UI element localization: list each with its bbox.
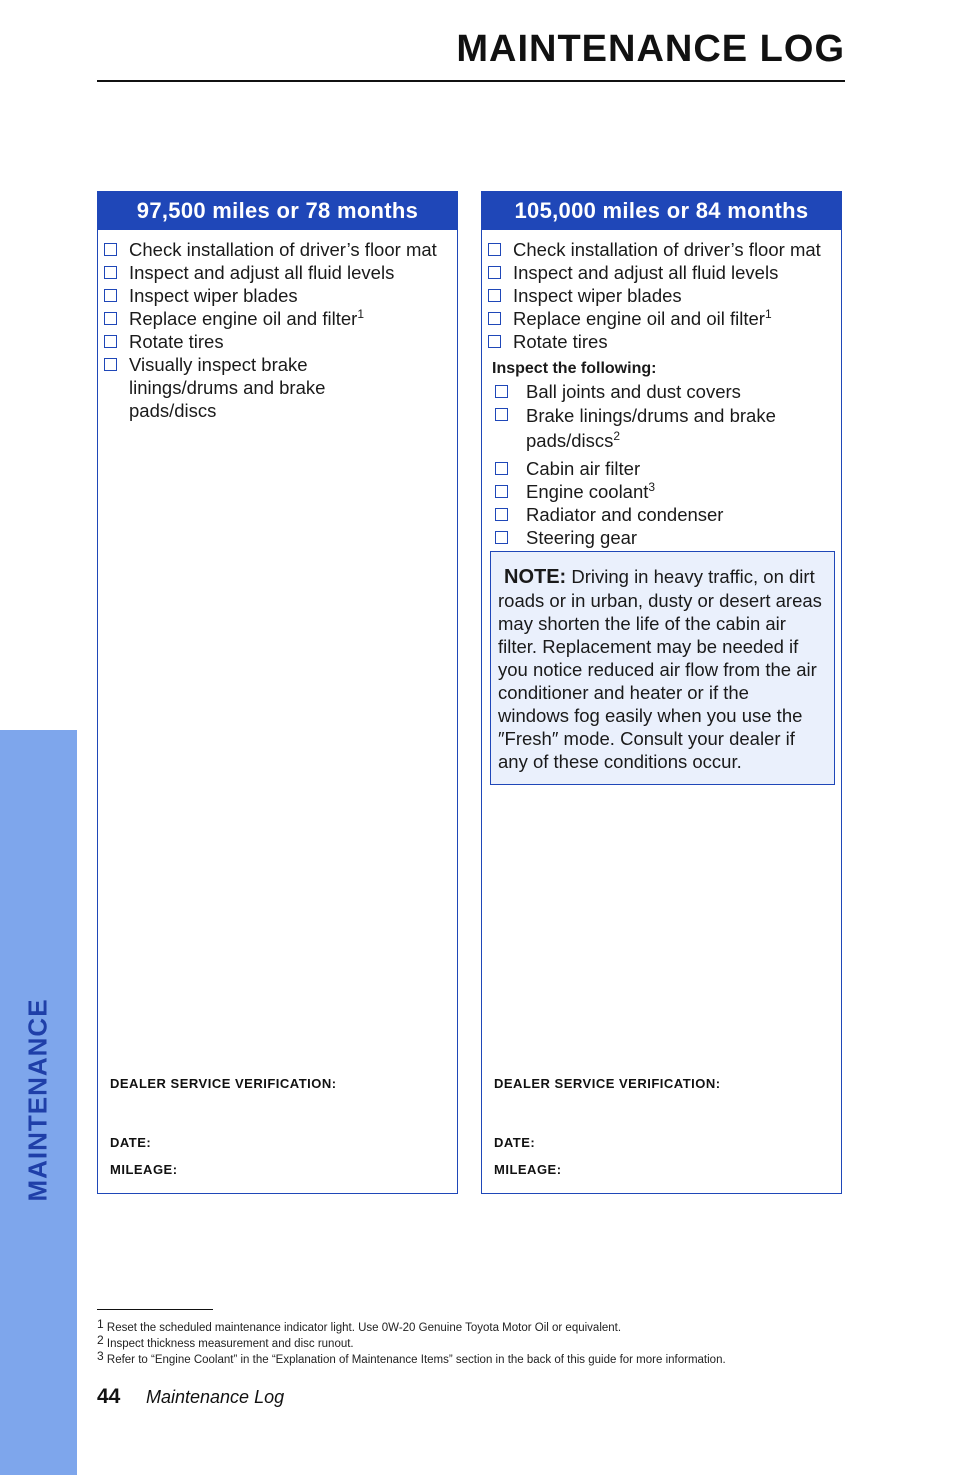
checklist-item <box>482 380 841 403</box>
checklist-item <box>98 307 457 330</box>
note-box <box>490 551 835 785</box>
checklist-item <box>98 330 457 353</box>
checkbox-icon[interactable] <box>488 289 501 302</box>
checkbox-icon[interactable] <box>104 335 117 348</box>
checkbox-icon[interactable] <box>104 358 117 371</box>
checkbox-icon[interactable] <box>104 312 117 325</box>
inspect-checklist <box>482 380 841 549</box>
checkbox-icon[interactable] <box>488 266 501 279</box>
checkbox-icon[interactable] <box>495 531 508 544</box>
footnote <box>97 1333 726 1352</box>
footnote-ref: 1 <box>764 307 772 321</box>
footnote-ref: 2 <box>613 429 621 443</box>
checklist-item <box>98 238 457 261</box>
page-number: 44 <box>97 1385 121 1408</box>
checkbox-icon[interactable] <box>488 335 501 348</box>
footnote <box>97 1317 726 1336</box>
checklist <box>482 238 841 353</box>
checkbox-icon[interactable] <box>495 508 508 521</box>
checklist-item <box>482 503 841 526</box>
checklist-item <box>482 403 786 453</box>
checkbox-icon[interactable] <box>104 289 117 302</box>
checkbox-icon[interactable] <box>495 408 508 421</box>
page-title: MAINTENANCE LOG <box>456 28 845 70</box>
section-side-label: MAINTENANCE <box>22 998 53 1202</box>
checklist-item-label: Check installation of driver’s floor mat <box>513 239 821 260</box>
footnote-divider <box>97 1309 213 1310</box>
footnote-number: 2 <box>97 1333 104 1347</box>
footer-title: Maintenance Log <box>146 1387 285 1407</box>
footnote-ref: 1 <box>357 307 365 321</box>
checklist-item-label: Replace engine oil and oil filter <box>513 308 765 329</box>
checklist-item-label: Rotate tires <box>129 331 224 352</box>
date-label: DATE: <box>494 1135 536 1150</box>
checklist-item-label: Inspect and adjust all fluid levels <box>513 262 779 283</box>
checkbox-icon[interactable] <box>104 243 117 256</box>
checklist-item-label: Visually inspect brake linings/drums and brake pads/discs <box>129 354 326 421</box>
inspect-subheading: Inspect the following: <box>492 360 657 377</box>
checklist-item <box>98 284 457 307</box>
checklist-item <box>98 261 457 284</box>
interval-heading: 105,000 miles or 84 months <box>482 192 841 230</box>
mileage-label: MILEAGE: <box>494 1162 562 1177</box>
note-label: NOTE: <box>504 566 567 588</box>
footnote-text: Refer to “Engine Coolant” in the “Explanation of Maintenance Items” section in the back of this guide for more information. <box>106 1354 726 1366</box>
dealer-verification-label: DEALER SERVICE VERIFICATION: <box>494 1076 721 1091</box>
checklist-item <box>482 284 841 307</box>
checklist-item <box>482 261 841 284</box>
checklist-item <box>482 480 841 503</box>
checklist-item <box>482 330 841 353</box>
interval-panel-105000 <box>481 191 842 1194</box>
footnote-number: 3 <box>97 1349 104 1363</box>
checklist <box>98 238 457 422</box>
checkbox-icon[interactable] <box>104 266 117 279</box>
checklist-item-label: Engine coolant <box>526 481 649 502</box>
checkbox-icon[interactable] <box>495 462 508 475</box>
checklist-item-label: Inspect wiper blades <box>129 285 298 306</box>
checkbox-icon[interactable] <box>495 485 508 498</box>
checklist-item-label: Brake linings/drums and brake pads/discs <box>526 405 776 451</box>
footnote <box>97 1349 726 1368</box>
checklist-item-label: Ball joints and dust covers <box>526 381 741 402</box>
footnote-number: 1 <box>97 1317 104 1331</box>
checklist-item-label: Inspect and adjust all fluid levels <box>129 262 395 283</box>
checklist-item-label: Radiator and condenser <box>526 504 724 525</box>
footnotes <box>97 1317 726 1368</box>
footnote-ref: 3 <box>648 480 656 494</box>
mileage-label: MILEAGE: <box>110 1162 178 1177</box>
checklist-item-label: Steering gear <box>526 527 638 548</box>
note-text: Driving in heavy traffic, on dirt roads or in urban, dusty or desert areas may shorten the life of the cabin air filter. Replacement may be needed if you notice reduced air flow from the air conditioner and heater or if the windows fog easily when you use the ″Fresh″ mode. Consult your dealer if any of these conditions occur. <box>498 566 822 772</box>
interval-panel-97500 <box>97 191 458 1194</box>
checklist-item <box>482 238 841 261</box>
checklist-item-label: Replace engine oil and filter <box>129 308 358 329</box>
dealer-verification-label: DEALER SERVICE VERIFICATION: <box>110 1076 337 1091</box>
checklist-item-label: Cabin air filter <box>526 458 641 479</box>
checklist-item-label: Check installation of driver’s floor mat <box>129 239 437 260</box>
checkbox-icon[interactable] <box>488 243 501 256</box>
checkbox-icon[interactable] <box>495 385 508 398</box>
checklist-item-label: Inspect wiper blades <box>513 285 682 306</box>
footnote-text: Inspect thickness measurement and disc runout. <box>106 1338 354 1350</box>
header-divider <box>97 80 845 82</box>
date-label: DATE: <box>110 1135 152 1150</box>
checklist-item <box>482 526 841 549</box>
checklist-item <box>98 353 409 422</box>
footnote-text: Reset the scheduled maintenance indicator light. Use 0W-20 Genuine Toyota Motor Oil or equivalent. <box>106 1322 622 1334</box>
checklist-item <box>482 307 841 330</box>
interval-heading: 97,500 miles or 78 months <box>98 192 457 230</box>
checklist-item-label: Rotate tires <box>513 331 608 352</box>
checkbox-icon[interactable] <box>488 312 501 325</box>
checklist-item <box>482 457 841 480</box>
